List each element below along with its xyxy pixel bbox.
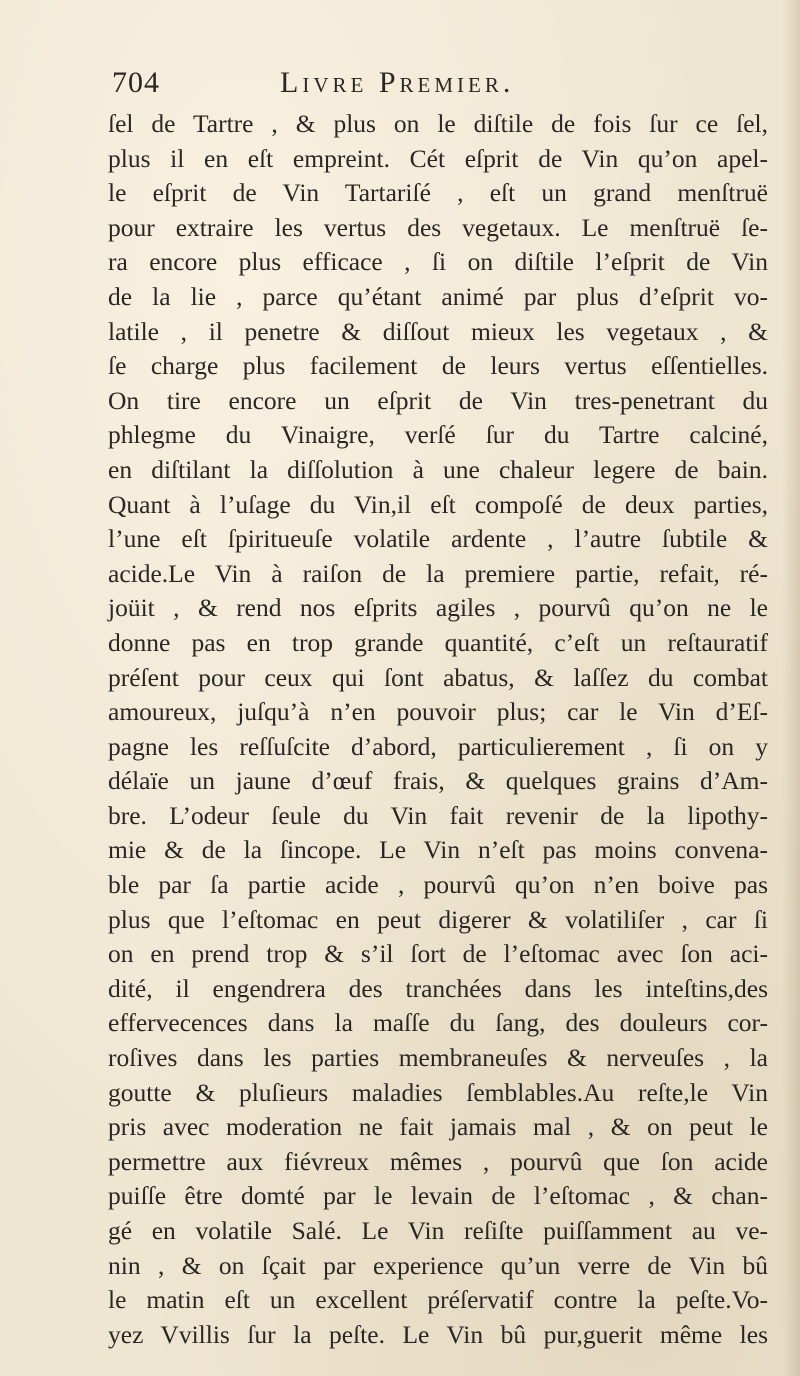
text-line: puiſſe être domté par le levain de l’eſtomac , & chan-: [108, 1181, 768, 1211]
text-line: permettre aux fiévreux mêmes , pourvû que ſon acide: [108, 1146, 768, 1176]
text-line: le matin eſt un excellent préſervatif contre la peſte.Vo-: [108, 1285, 768, 1315]
page-edge-shadow: [782, 0, 800, 1376]
text-line: mie & de la ſincope. Le Vin n’eſt pas moins convena-: [108, 835, 768, 865]
text-line: yez Vvillis ſur la peſte. Le Vin bû pur,guerit même les: [108, 1319, 768, 1349]
text-line: Quant à l’uſage du Vin,il eſt compoſé de deux parties,: [108, 489, 768, 519]
text-line: pagne les reſſuſcite d’abord, particulierement , ſi on y: [108, 731, 768, 761]
text-line: préſent pour ceux qui ſont abatus, & laſſez du combat: [108, 662, 768, 692]
text-line: gé en volatile Salé. Le Vin reſiſte puiſſamment au ve-: [108, 1216, 768, 1245]
text-line: nin , & on ſçait par experience qu’un verre de Vin bû: [108, 1250, 768, 1280]
page-number: 704: [112, 66, 160, 99]
text-line: ble par ſa partie acide , pourvû qu’on n’en boive pas: [108, 870, 768, 900]
text-line: roſives dans les parties membraneuſes & nerveuſes , la: [108, 1043, 768, 1073]
text-line: bre. L’odeur ſeule du Vin fait revenir de la lipothy-: [108, 800, 768, 830]
text-line: on en prend trop & s’il ſort de l’eſtomac avec ſon aci-: [108, 939, 768, 969]
text-line: délaïe un jaune d’œuf frais, & quelques grains d’Am-: [108, 766, 768, 796]
text-line: dité, il engendrera des tranchées dans les inteſtins,des: [108, 973, 768, 1003]
text-line: effervecences dans la maſſe du ſang, des douleurs cor-: [108, 1008, 768, 1038]
text-line: plus il en eſt empreint. Cét eſprit de Vin qu’on apel-: [108, 143, 768, 173]
text-line: de la lie , parce qu’étant animé par plus d’eſprit vo-: [108, 281, 768, 311]
text-line: amoureux, juſqu’à n’en pouvoir plus; car le Vin d’Eſ-: [108, 697, 768, 727]
text-line: ſel de Tartre , & plus on le diſtile de fois ſur ce ſel,: [108, 109, 768, 138]
text-line: latile , il penetre & diſſout mieux les vegetaux , &: [108, 316, 768, 346]
text-line: ſe charge plus facilement de leurs vertus eſſentielles.: [108, 351, 768, 381]
body-text: [108, 107, 768, 1352]
text-line: ra encore plus efficace , ſi on diſtile l’eſprit de Vin: [108, 247, 768, 277]
text-line: acide.Le Vin à raiſon de la premiere partie, refait, ré-: [108, 558, 768, 588]
book-title: Livre Premier.: [280, 66, 515, 99]
text-line: en diſtilant la diſſolution à une chaleur legere de bain.: [108, 454, 768, 484]
text-line: phlegme du Vinaigre, verſé ſur du Tartre calciné,: [108, 420, 768, 450]
text-line: l’une eſt ſpiritueuſe volatile ardente , l’autre ſubtile &: [108, 524, 768, 554]
text-line: donne pas en trop grande quantité, c’eſt un reſtauratif: [108, 627, 768, 657]
text-line: plus que l’eſtomac en peut digerer & volatiliſer , car ſi: [108, 904, 768, 934]
running-head: [112, 66, 612, 106]
text-line: pris avec moderation ne fait jamais mal , & on peut le: [108, 1112, 768, 1142]
text-line: joüit , & rend nos eſprits agiles , pourvû qu’on ne le: [108, 593, 768, 623]
text-line: pour extraire les vertus des vegetaux. Le menſtruë ſe-: [108, 212, 768, 242]
text-line: goutte & pluſieurs maladies ſemblables.Au reſte,le Vin: [108, 1077, 768, 1107]
text-line: On tire encore un eſprit de Vin tres-penetrant du: [108, 385, 768, 415]
text-line: le eſprit de Vin Tartariſé , eſt un grand menſtruë: [108, 178, 768, 208]
